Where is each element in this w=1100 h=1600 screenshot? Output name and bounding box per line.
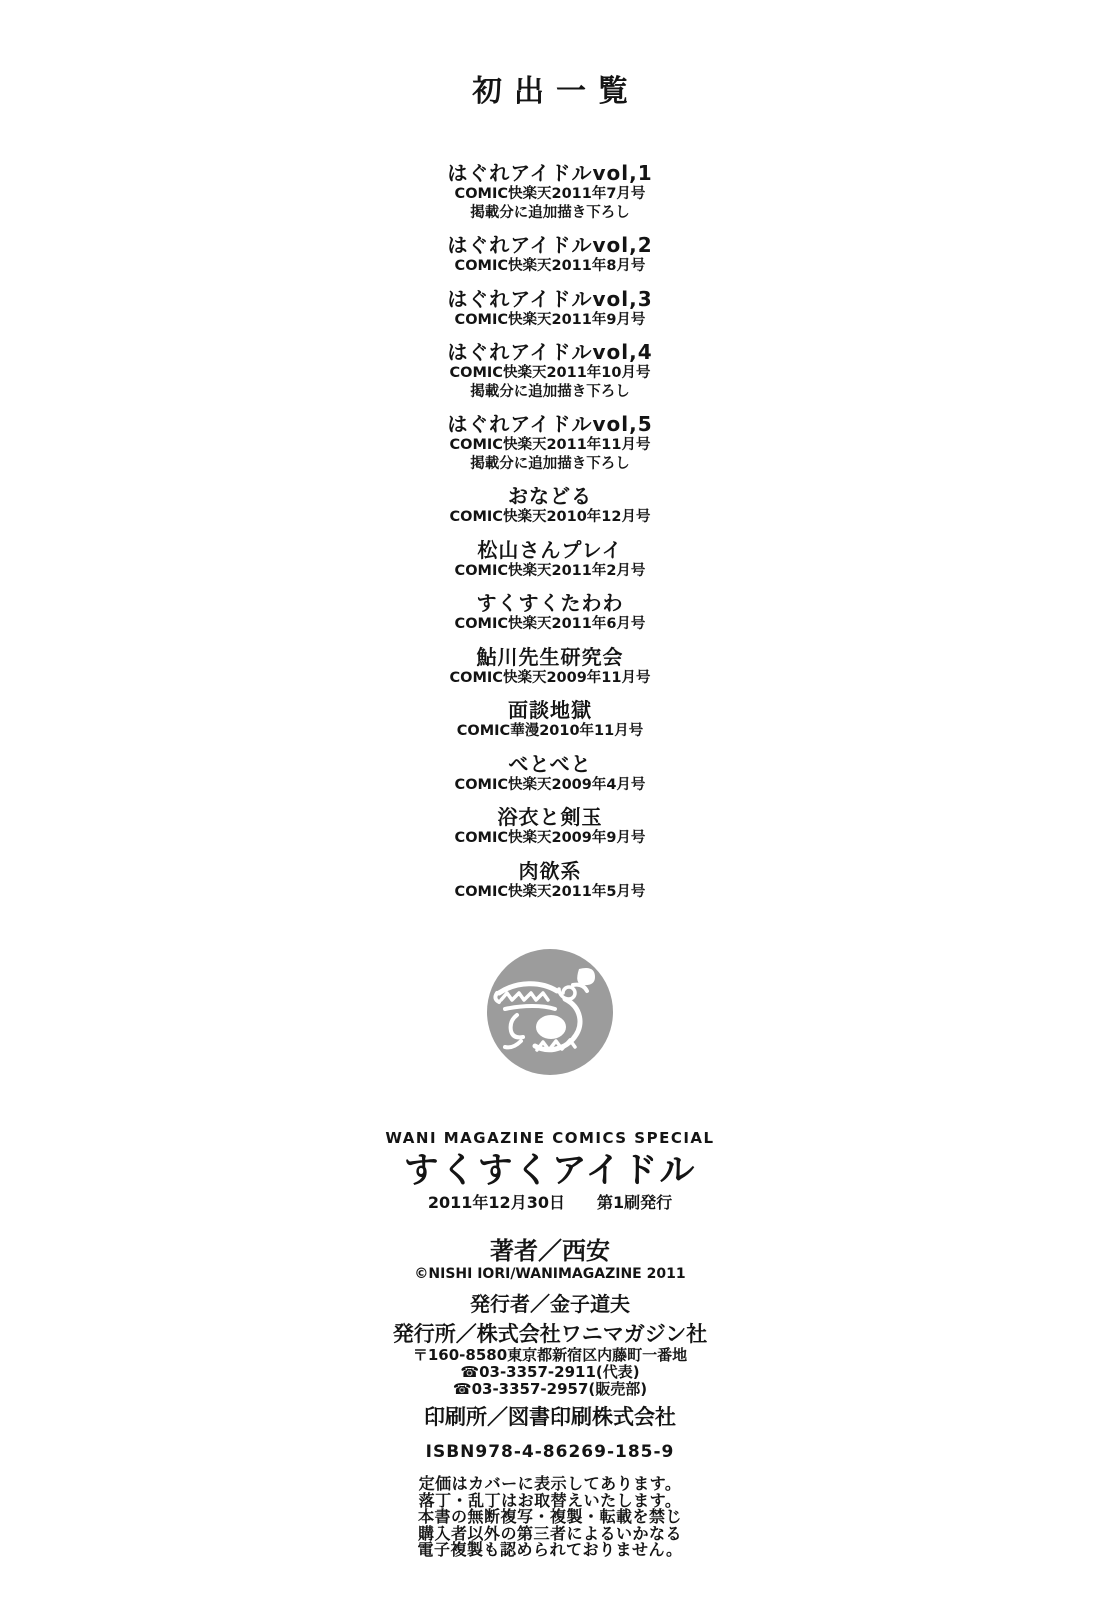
wani-crocodile-logo-icon [487, 949, 613, 1075]
publication-list [0, 161, 1100, 901]
entry-title: はぐれアイドルvol,1 [447, 161, 653, 185]
entry-source: COMIC快楽天2011年6月号 [454, 616, 646, 632]
publication-entry [0, 484, 1100, 527]
publisher-address-line: 〒160-8580東京都新宿区内藤町一番地 [412, 1346, 688, 1364]
entry-title: 面談地獄 [508, 698, 592, 722]
entry-title: べとべと [508, 751, 592, 776]
author-line: 著者／西安 [490, 1237, 610, 1265]
publication-entry [0, 591, 1100, 634]
entry-note: 掲載分に追加描き下ろし [470, 204, 630, 221]
entry-title: 鮎川先生研究会 [476, 644, 624, 669]
publication-entry [0, 859, 1100, 902]
entry-title: はぐれアイドルvol,4 [447, 340, 653, 364]
entry-source: COMIC快楽天2009年4月号 [454, 776, 646, 793]
entry-title: はぐれアイドルvol,2 [447, 233, 653, 257]
publisher-company-line: 発行所／株式会社ワニマガジン社 [392, 1322, 708, 1346]
publication-entry [0, 645, 1100, 688]
notice-line: 電子複製も認められておりません。 [417, 1540, 683, 1559]
publication-entry [0, 340, 1100, 401]
entry-title: 浴衣と剣玉 [497, 805, 603, 829]
publisher-person-line: 発行者／金子道夫 [470, 1292, 630, 1316]
entry-source: COMIC快楽天2010年12月号 [449, 509, 651, 525]
notice-line: 落丁・乱丁はお取替えいたします。 [418, 1490, 682, 1510]
publication-entry [0, 287, 1100, 330]
entry-source: COMIC快楽天2009年11月号 [449, 669, 651, 686]
publisher-logo [0, 949, 1100, 1075]
entry-source: COMIC華漫2010年11月号 [456, 723, 644, 739]
entry-source: COMIC快楽天2011年2月号 [454, 562, 646, 579]
book-title: すくすくアイドル [403, 1151, 697, 1191]
imprint-label: WANI MAGAZINE COMICS SPECIAL [385, 1129, 715, 1147]
print-date-line: 2011年12月30日 第1刷発行 [427, 1193, 673, 1212]
entry-title: はぐれアイドルvol,3 [447, 286, 653, 311]
entry-note: 掲載分に追加描き下ろし [470, 455, 630, 472]
notice-line: 購入者以外の第三者によるいかなる [417, 1523, 682, 1543]
entry-source: COMIC快楽天2009年9月号 [454, 830, 646, 846]
entry-title: 肉欲系 [518, 858, 582, 883]
entry-title: すくすくたわわ [476, 591, 624, 615]
phone-main-line: ☎03-3357-2911(代表) [460, 1363, 640, 1381]
publication-entry [0, 698, 1100, 741]
publication-entry [0, 161, 1100, 222]
entry-note: 掲載分に追加描き下ろし [470, 383, 630, 400]
phone-sales-line: ☎03-3357-2957(販売部) [452, 1379, 648, 1398]
publication-entry [0, 805, 1100, 848]
entry-source: COMIC快楽天2011年5月号 [454, 883, 646, 900]
entry-source: COMIC快楽天2011年11月号 [449, 437, 651, 453]
notice-line: 本書の無断複写・複製・転載を禁じ [417, 1507, 682, 1526]
publication-entry [0, 233, 1100, 276]
page-title: 初出一覧 [472, 74, 640, 109]
entry-source: COMIC快楽天2011年7月号 [454, 186, 646, 202]
publication-entry [0, 752, 1100, 795]
copyright-line: ©NISHI IORI/WANIMAGAZINE 2011 [414, 1266, 686, 1282]
entry-title: はぐれアイドルvol,5 [447, 412, 653, 436]
notice-line: 定価はカバーに表示してあります。 [418, 1474, 682, 1493]
entry-source: COMIC快楽天2011年9月号 [454, 311, 646, 328]
entry-source: COMIC快楽天2011年10月号 [449, 365, 651, 381]
publication-entry [0, 538, 1100, 581]
colophon-block [0, 1129, 1100, 1559]
isbn-line: ISBN978-4-86269-185-9 [425, 1442, 675, 1462]
publication-entry [0, 412, 1100, 473]
entry-source: COMIC快楽天2011年8月号 [454, 258, 646, 274]
entry-title: おなどる [508, 484, 592, 508]
entry-title: 松山さんプレイ [477, 537, 623, 562]
printer-line: 印刷所／図書印刷株式会社 [424, 1405, 676, 1429]
legal-notices [0, 1476, 1100, 1559]
